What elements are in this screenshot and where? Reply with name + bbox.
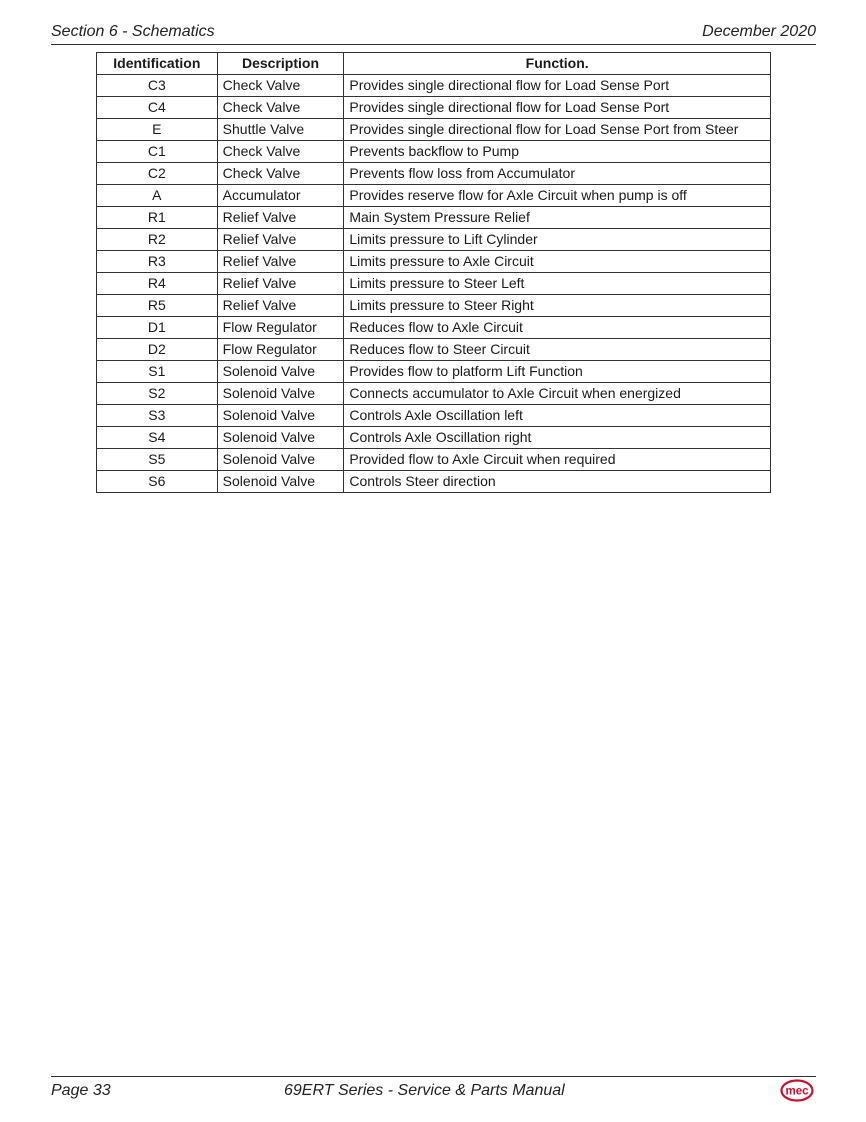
function-cell: Controls Axle Oscillation left <box>344 405 771 427</box>
table-row <box>97 361 771 383</box>
function-cell: Main System Pressure Relief <box>344 207 771 229</box>
table-row <box>97 185 771 207</box>
identification-cell: A <box>97 185 218 207</box>
identification-cell: S1 <box>97 361 218 383</box>
table-row <box>97 141 771 163</box>
table-row <box>97 229 771 251</box>
description-cell: Solenoid Valve <box>217 383 344 405</box>
valve-function-table <box>96 52 771 493</box>
function-cell: Limits pressure to Steer Right <box>344 295 771 317</box>
identification-cell: R5 <box>97 295 218 317</box>
function-cell: Connects accumulator to Axle Circuit when energized <box>344 383 771 405</box>
svg-text:mec: mec <box>785 1085 809 1098</box>
description-cell: Relief Valve <box>217 229 344 251</box>
table-row <box>97 427 771 449</box>
manual-title: 69ERT Series - Service & Parts Manual <box>284 1082 565 1099</box>
table-body <box>97 75 771 493</box>
table-row <box>97 471 771 493</box>
table-row <box>97 119 771 141</box>
description-cell: Relief Valve <box>217 207 344 229</box>
function-cell: Limits pressure to Axle Circuit <box>344 251 771 273</box>
table-row <box>97 75 771 97</box>
page-number: Page 33 <box>51 1082 111 1099</box>
description-cell: Check Valve <box>217 75 344 97</box>
table-row <box>97 97 771 119</box>
function-cell: Reduces flow to Axle Circuit <box>344 317 771 339</box>
identification-cell: R4 <box>97 273 218 295</box>
identification-cell: S4 <box>97 427 218 449</box>
description-cell: Relief Valve <box>217 295 344 317</box>
identification-cell: S6 <box>97 471 218 493</box>
description-cell: Check Valve <box>217 97 344 119</box>
description-cell: Solenoid Valve <box>217 427 344 449</box>
table-row <box>97 273 771 295</box>
function-cell: Provided flow to Axle Circuit when required <box>344 449 771 471</box>
identification-cell: C4 <box>97 97 218 119</box>
function-cell: Reduces flow to Steer Circuit <box>344 339 771 361</box>
identification-cell: S3 <box>97 405 218 427</box>
table-row <box>97 207 771 229</box>
identification-cell: S2 <box>97 383 218 405</box>
description-cell: Relief Valve <box>217 251 344 273</box>
function-cell: Limits pressure to Steer Left <box>344 273 771 295</box>
description-cell: Check Valve <box>217 163 344 185</box>
identification-cell: C2 <box>97 163 218 185</box>
table-row <box>97 317 771 339</box>
table-row <box>97 163 771 185</box>
function-cell: Provides single directional flow for Load Sense Port <box>344 75 771 97</box>
description-cell: Solenoid Valve <box>217 405 344 427</box>
page-footer <box>51 1076 816 1103</box>
description-cell: Flow Regulator <box>217 339 344 361</box>
description-cell: Check Valve <box>217 141 344 163</box>
function-cell: Limits pressure to Lift Cylinder <box>344 229 771 251</box>
function-cell: Provides flow to platform Lift Function <box>344 361 771 383</box>
mec-logo-icon <box>780 1079 814 1102</box>
identification-cell: C3 <box>97 75 218 97</box>
function-cell: Controls Steer direction <box>344 471 771 493</box>
page-header <box>51 22 816 45</box>
table-row <box>97 295 771 317</box>
column-header-function: Function. <box>344 53 771 75</box>
table-header-row <box>97 53 771 75</box>
function-cell: Prevents flow loss from Accumulator <box>344 163 771 185</box>
table-row <box>97 339 771 361</box>
function-cell: Controls Axle Oscillation right <box>344 427 771 449</box>
identification-cell: R2 <box>97 229 218 251</box>
description-cell: Solenoid Valve <box>217 449 344 471</box>
function-cell: Provides single directional flow for Load Sense Port <box>344 97 771 119</box>
column-header-description: Description <box>217 53 344 75</box>
description-cell: Solenoid Valve <box>217 361 344 383</box>
description-cell: Accumulator <box>217 185 344 207</box>
description-cell: Flow Regulator <box>217 317 344 339</box>
column-header-identification: Identification <box>97 53 218 75</box>
function-cell: Prevents backflow to Pump <box>344 141 771 163</box>
document-date: December 2020 <box>702 23 816 40</box>
table-row <box>97 405 771 427</box>
table-row <box>97 251 771 273</box>
table-row <box>97 449 771 471</box>
identification-cell: D2 <box>97 339 218 361</box>
identification-cell: C1 <box>97 141 218 163</box>
identification-cell: D1 <box>97 317 218 339</box>
description-cell: Relief Valve <box>217 273 344 295</box>
identification-cell: S5 <box>97 449 218 471</box>
identification-cell: R1 <box>97 207 218 229</box>
identification-cell: E <box>97 119 218 141</box>
description-cell: Solenoid Valve <box>217 471 344 493</box>
section-title: Section 6 - Schematics <box>51 23 215 40</box>
identification-cell: R3 <box>97 251 218 273</box>
description-cell: Shuttle Valve <box>217 119 344 141</box>
function-cell: Provides single directional flow for Load Sense Port from Steer <box>344 119 771 141</box>
table-row <box>97 383 771 405</box>
function-cell: Provides reserve flow for Axle Circuit when pump is off <box>344 185 771 207</box>
